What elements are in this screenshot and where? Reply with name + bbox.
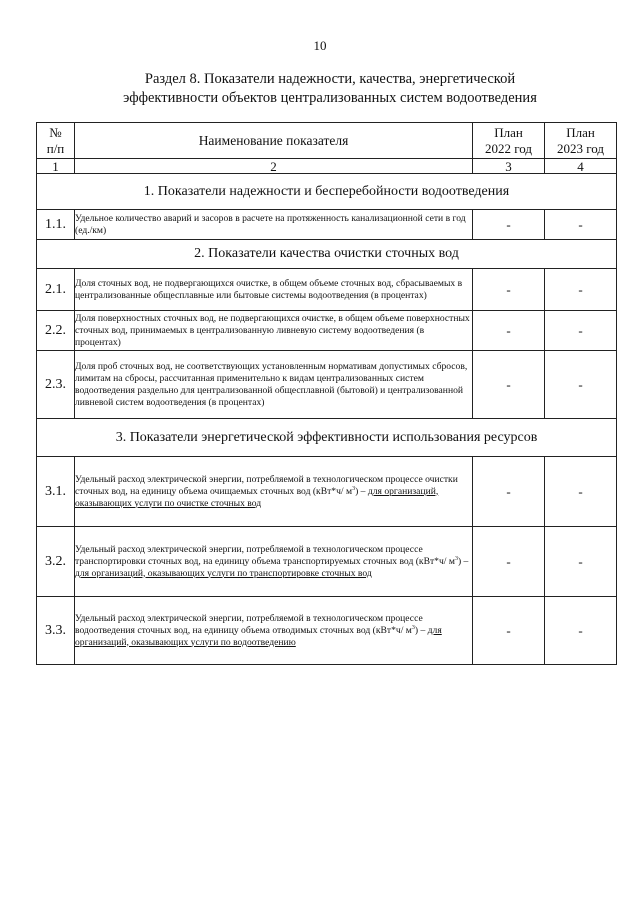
header-name-cell: Наименование показателя bbox=[75, 123, 473, 159]
column-index-row bbox=[37, 159, 617, 174]
section-title: 1. Показатели надежности и бесперебойности водоотведения bbox=[37, 174, 617, 210]
row-indicator-text: Доля поверхностных сточных вод, не подвергающихся очистке, в общем объеме поверхностных сточных вод, принимаемых в централизованную ливневую систему водоотведения (в процентах) bbox=[75, 311, 473, 351]
row-plan-2022: - bbox=[473, 457, 545, 527]
header-plan-2023-line2: 2023 год bbox=[557, 140, 604, 156]
table-row bbox=[37, 269, 617, 311]
row-plan-2023: - bbox=[545, 269, 617, 311]
indicator-text-mid: ) – bbox=[414, 624, 428, 636]
row-indicator-text bbox=[75, 527, 473, 597]
row-number: 3.1. bbox=[37, 457, 75, 527]
row-plan-2023: - bbox=[545, 311, 617, 351]
row-plan-2022: - bbox=[473, 597, 545, 665]
row-number: 3.3. bbox=[37, 597, 75, 665]
indicator-text-mid: ) – bbox=[457, 555, 469, 567]
indicator-text-mid: ) – bbox=[355, 485, 368, 497]
indicator-text-underlined: для организаций, оказывающих услуги по водоотведению bbox=[75, 624, 442, 648]
row-number: 1.1. bbox=[37, 210, 75, 240]
column-index-cell: 2 bbox=[75, 159, 473, 174]
row-indicator-text bbox=[75, 457, 473, 527]
row-plan-2022: - bbox=[473, 210, 545, 240]
row-indicator-text: Доля сточных вод, не подвергающихся очистке, в общем объеме сточных вод, сбрасываемых в централизованные общесплавные или бытовые системы водоотведения (в процентах) bbox=[75, 269, 473, 311]
indicator-text-main: Удельный расход электрической энергии, потребляемой в технологическом процессе очистки сточных вод, на единицу объема очищаемых сточных вод (кВт*ч/ м bbox=[75, 473, 458, 497]
row-plan-2022: - bbox=[473, 351, 545, 419]
header-plan-2023-cell bbox=[545, 123, 617, 159]
table-header-row bbox=[37, 123, 617, 159]
row-plan-2022: - bbox=[473, 527, 545, 597]
title-line-1: Раздел 8. Показатели надежности, качества, энергетической bbox=[144, 71, 516, 87]
header-plan-2022-cell bbox=[473, 123, 545, 159]
table-row bbox=[37, 457, 617, 527]
header-num-cell bbox=[37, 123, 75, 159]
row-number: 3.2. bbox=[37, 527, 75, 597]
row-plan-2023: - bbox=[545, 527, 617, 597]
row-indicator-text bbox=[75, 597, 473, 665]
row-number: 2.2. bbox=[37, 311, 75, 351]
section-title: 3. Показатели энергетической эффективности использования ресурсов bbox=[37, 419, 617, 457]
column-index-cell: 4 bbox=[545, 159, 617, 174]
row-plan-2022: - bbox=[473, 269, 545, 311]
table-row bbox=[37, 597, 617, 665]
row-indicator-text: Удельное количество аварий и засоров в расчете на протяженность канализационной сети в год (ед./км) bbox=[75, 210, 473, 240]
column-index-cell: 3 bbox=[473, 159, 545, 174]
header-plan-2022-line1: План bbox=[494, 124, 523, 140]
superscript-cube: 3 bbox=[352, 485, 356, 492]
row-number: 2.3. bbox=[37, 351, 75, 419]
row-number: 2.1. bbox=[37, 269, 75, 311]
table-row bbox=[37, 311, 617, 351]
section-row bbox=[37, 240, 617, 269]
title-line-2: эффективности объектов централизованных систем водоотведения bbox=[123, 90, 537, 106]
row-plan-2023: - bbox=[545, 597, 617, 665]
header-num-line1: № bbox=[49, 124, 62, 140]
row-plan-2023: - bbox=[545, 210, 617, 240]
column-index-cell: 1 bbox=[37, 159, 75, 174]
superscript-cube: 3 bbox=[454, 555, 458, 562]
section-row bbox=[37, 419, 617, 457]
row-plan-2022: - bbox=[473, 311, 545, 351]
indicator-text-main: Удельный расход электрической энергии, потребляемой в технологическом процессе транспортировки сточных вод, на единицу объема транспортируемых сточных вод (кВт*ч/ м bbox=[75, 543, 455, 567]
table-row bbox=[37, 527, 617, 597]
table-row bbox=[37, 351, 617, 419]
page-title bbox=[60, 70, 600, 108]
page-number: 10 bbox=[313, 38, 327, 53]
row-plan-2023: - bbox=[545, 351, 617, 419]
section-title: 2. Показатели качества очистки сточных вод bbox=[37, 240, 617, 269]
indicator-text-main: Удельный расход электрической энергии, потребляемой в технологическом процессе водоотведения сточных вод, на единицу объема отводимых сточных вод (кВт*ч/ м bbox=[75, 612, 423, 636]
indicators-table bbox=[36, 122, 617, 665]
indicator-text-underlined: для организаций, оказывающих услуги по очистке сточных вод bbox=[75, 485, 439, 509]
table-row bbox=[37, 210, 617, 240]
header-num-line2: п/п bbox=[46, 140, 65, 156]
indicator-text-underlined: для организаций, оказывающих услуги по транспортировке сточных вод bbox=[75, 567, 372, 579]
row-indicator-text: Доля проб сточных вод, не соответствующих установленным нормативам допустимых сбросов, лимитам на сбросы, рассчитанная применительно к видам централизованных систем водоотведения раздельно для централизованной общесплавной (бытовой) и централизованной ливневой систем водоотведения (в процентах) bbox=[75, 351, 473, 419]
header-plan-2023-line1: План bbox=[566, 124, 595, 140]
row-plan-2023: - bbox=[545, 457, 617, 527]
header-plan-2022-line2: 2022 год bbox=[485, 140, 532, 156]
superscript-cube: 3 bbox=[411, 624, 415, 631]
section-row bbox=[37, 174, 617, 210]
